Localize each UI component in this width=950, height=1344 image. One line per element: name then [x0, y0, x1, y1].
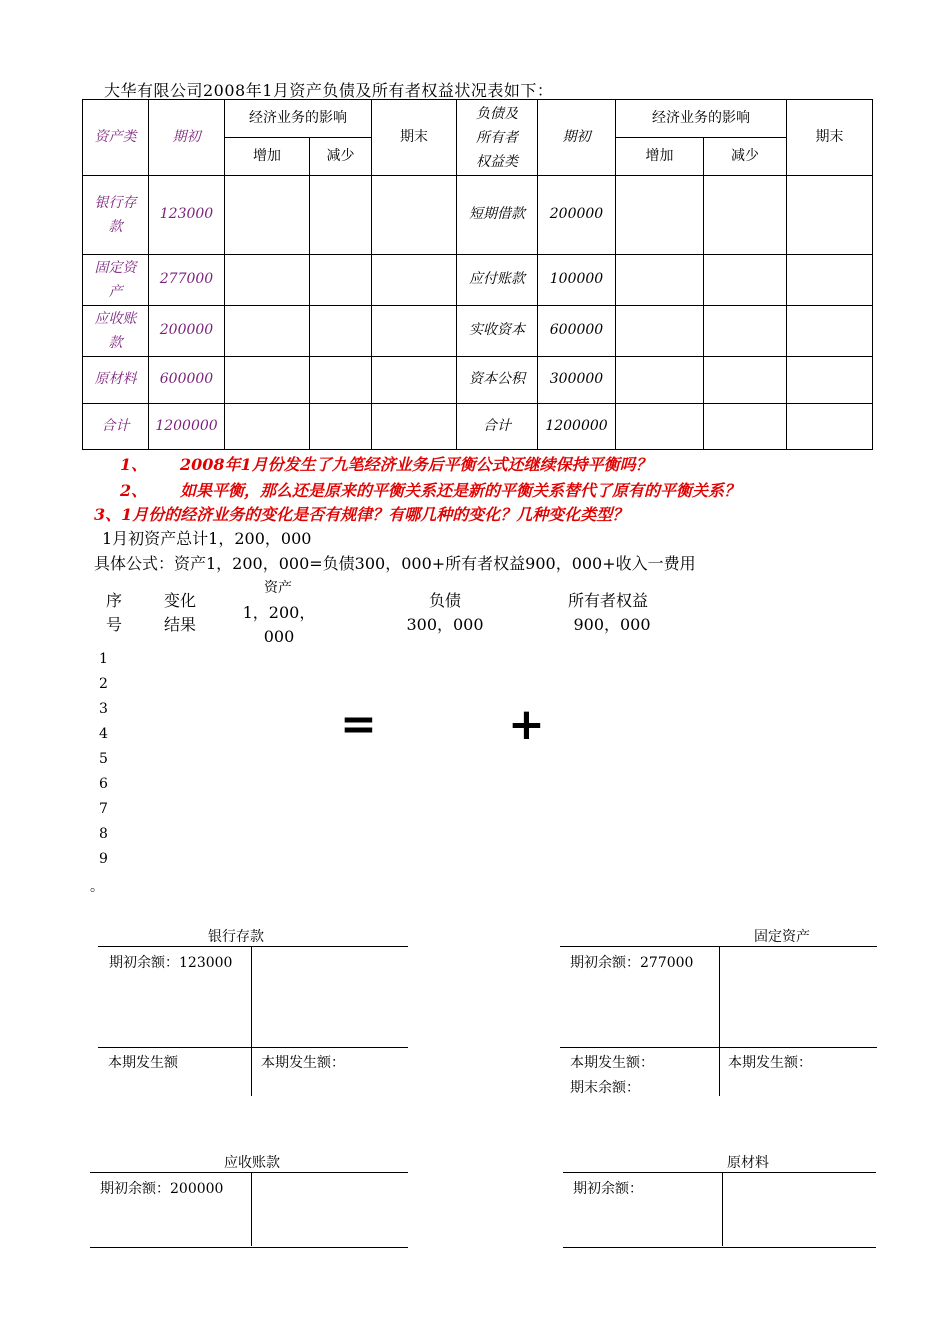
asset-increase — [225, 255, 310, 306]
asset-name-text: 银行存款 — [94, 195, 137, 235]
liab-opening: 100000 — [538, 255, 616, 306]
row-number: 2 — [99, 676, 108, 692]
liab-class-header — [457, 100, 538, 176]
asset-opening: 123000 — [149, 176, 225, 255]
asset-header: 资产 — [264, 580, 292, 596]
change-result-header: 变化结果 — [163, 591, 196, 634]
seq-header: 序号 — [105, 591, 122, 634]
row-number: 6 — [99, 776, 108, 792]
liab-decrease — [704, 255, 787, 306]
row-number: 4 — [99, 726, 108, 742]
t-account-divider — [719, 946, 720, 1096]
asset-closing — [372, 357, 457, 404]
asset-increase — [225, 357, 310, 404]
liab-name: 短期借款 — [457, 176, 538, 255]
asset-name: 原材料 — [83, 357, 149, 404]
formula-line: 具体公式：资产1，200，000=负债300，000+所有者权益900，000+收入一费用 — [94, 554, 696, 573]
balance-table — [82, 99, 873, 450]
closing2-header: 期末 — [787, 100, 873, 176]
asset-name — [83, 306, 149, 357]
opening-balance: 期初余额：123000 — [109, 955, 233, 971]
debit-period-amount: 本期发生额 — [108, 1055, 178, 1071]
plus-sign: + — [508, 699, 545, 750]
question-3: 3、1月份的经济业务的变化是否有规律？有哪几种的变化？几种变化类型？ — [94, 505, 629, 524]
liab-increase — [616, 357, 704, 404]
question-1-number: 1、 — [120, 455, 148, 474]
t-account-title: 银行存款 — [208, 929, 264, 945]
asset-name-text: 固定资产 — [94, 260, 137, 300]
liab-decrease — [704, 357, 787, 404]
question-1: 2008年1月份发生了九笔经济业务后平衡公式还继续保持平衡吗？ — [180, 455, 652, 474]
t-account-mid-line — [98, 1047, 408, 1048]
asset-closing — [372, 255, 457, 306]
equity-header: 所有者权益 — [567, 591, 648, 610]
credit-period-amount: 本期发生额： — [261, 1055, 345, 1071]
t-account-bottom-line — [90, 1247, 408, 1248]
table-row — [83, 255, 873, 306]
impact-header: 经济业务的影响 — [225, 100, 372, 138]
row-number: 7 — [99, 801, 108, 817]
liab-name: 资本公积 — [457, 357, 538, 404]
t-account-divider — [251, 946, 252, 1096]
decrease2-header: 减少 — [704, 138, 787, 176]
asset-opening: 277000 — [149, 255, 225, 306]
impact2-header: 经济业务的影响 — [616, 100, 787, 138]
liab-decrease — [704, 404, 787, 450]
t-account-bottom-line — [563, 1247, 876, 1248]
liab-class-label: 负债及所有者权益类 — [476, 105, 518, 170]
question-2: 如果平衡，那么还是原来的平衡关系还是新的平衡关系替代了原有的平衡关系？ — [180, 481, 741, 500]
decrease-header: 减少 — [310, 138, 372, 176]
opening-balance: 期初余额： — [573, 1181, 643, 1197]
asset-closing — [372, 176, 457, 255]
opening-balance: 期初余额：277000 — [570, 955, 694, 971]
row-number: 9 — [99, 851, 108, 867]
liab-opening: 600000 — [538, 306, 616, 357]
asset-closing — [372, 306, 457, 357]
asset-name-text: 应收账款 — [94, 311, 137, 351]
asset-name — [83, 255, 149, 306]
liab-increase — [616, 255, 704, 306]
opening-balance: 期初余额：200000 — [100, 1181, 224, 1197]
asset-increase — [225, 176, 310, 255]
liab-name: 应付账款 — [457, 255, 538, 306]
asset-decrease — [310, 176, 372, 255]
closing-header: 期末 — [372, 100, 457, 176]
liab-decrease — [704, 306, 787, 357]
row-number: 8 — [99, 826, 108, 842]
t-account-title: 固定资产 — [754, 929, 810, 945]
t-account-divider — [722, 1172, 723, 1246]
increase2-header: 增加 — [616, 138, 704, 176]
t-account-title: 应收账款 — [224, 1155, 280, 1171]
table-row — [83, 357, 873, 404]
asset-decrease — [310, 404, 372, 450]
increase-header: 增加 — [225, 138, 310, 176]
t-account-top-line — [563, 1172, 876, 1173]
liab-closing — [787, 306, 873, 357]
row-number: 1 — [99, 651, 108, 667]
liab-closing — [787, 255, 873, 306]
row-number: 3 — [99, 701, 108, 717]
liab-total-label: 合计 — [457, 404, 538, 450]
liab-opening: 300000 — [538, 357, 616, 404]
page-title: 大华有限公司2008年1月资产负债及所有者权益状况表如下： — [104, 81, 554, 100]
liab-increase — [616, 176, 704, 255]
end-mark: 。 — [90, 879, 104, 895]
t-account-top-line — [98, 946, 408, 947]
asset-decrease — [310, 306, 372, 357]
asset-increase — [225, 306, 310, 357]
total-assets-line: 1月初资产总计1，200，000 — [102, 529, 312, 548]
question-2-number: 2、 — [120, 481, 148, 500]
liability-header: 负债 — [428, 591, 461, 610]
liab-increase — [616, 306, 704, 357]
asset-class-header: 资产类 — [83, 100, 149, 176]
asset-total-label: 合计 — [83, 404, 149, 450]
liab-increase — [616, 404, 704, 450]
liab-name: 实收资本 — [457, 306, 538, 357]
asset-increase — [225, 404, 310, 450]
liab-closing — [787, 176, 873, 255]
liab-closing — [787, 357, 873, 404]
liab-closing — [787, 404, 873, 450]
equity-value: 900，000 — [573, 615, 651, 634]
row-number: 5 — [99, 751, 108, 767]
asset-opening: 200000 — [149, 306, 225, 357]
t-account-mid-line — [560, 1047, 877, 1048]
t-account-title: 原材料 — [727, 1155, 769, 1171]
asset-closing — [372, 404, 457, 450]
opening-header: 期初 — [149, 100, 225, 176]
table-row — [83, 306, 873, 357]
t-account-divider — [251, 1172, 252, 1246]
credit-period-amount: 本期发生额： — [728, 1055, 812, 1071]
liab-decrease — [704, 176, 787, 255]
closing-balance: 期末余额： — [570, 1080, 640, 1096]
debit-period-amount: 本期发生额： — [570, 1055, 654, 1071]
liab-opening: 200000 — [538, 176, 616, 255]
equals-sign: = — [340, 699, 377, 750]
asset-total-value: 1200000 — [149, 404, 225, 450]
opening2-header: 期初 — [538, 100, 616, 176]
table-row-total — [83, 404, 873, 450]
liab-total-value: 1200000 — [538, 404, 616, 450]
t-account-top-line — [90, 1172, 408, 1173]
asset-decrease — [310, 357, 372, 404]
table-row — [83, 176, 873, 255]
liability-value: 300，000 — [406, 615, 484, 634]
asset-opening: 600000 — [149, 357, 225, 404]
asset-name — [83, 176, 149, 255]
asset-decrease — [310, 255, 372, 306]
asset-value: 1，200，000 — [242, 603, 316, 646]
